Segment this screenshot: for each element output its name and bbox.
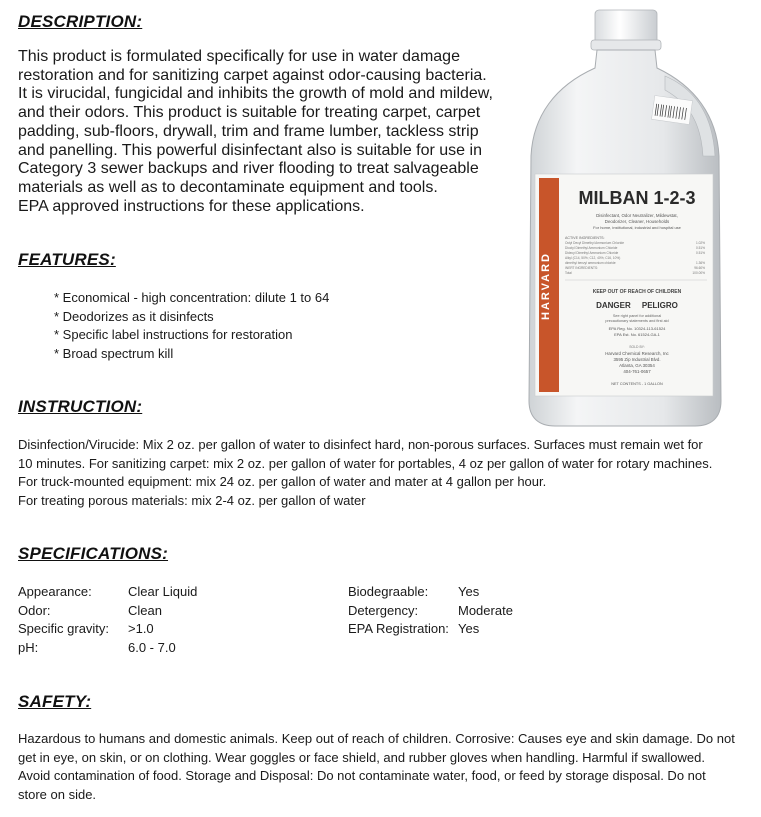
feature-item: * Broad spectrum kill: [54, 345, 174, 361]
specifications-left-column: [18, 583, 318, 657]
safety-line: store on side.: [18, 786, 97, 802]
spec-value: Moderate: [458, 602, 513, 618]
barcode-sticker: [652, 95, 693, 124]
ingredient-pct: 1.02%: [695, 241, 705, 245]
label-see-panel-line: precautionary statements and first aid: [605, 319, 669, 323]
instruction-line: For treating porous materials: mix 2-4 oz. per gallon of water: [18, 492, 366, 508]
features-heading: FEATURES:: [18, 250, 116, 269]
description-line: restoration and for sanitizing carpet against odor-causing bacteria.: [18, 66, 487, 84]
safety-line: Hazardous to humans and domestic animals. Keep out of reach of children. Corrosive: Causes eye and skin damage. Do not: [18, 731, 735, 746]
spec-row: [18, 583, 318, 602]
description-line: padding, sub-floors, drywall, trim and frame lumber, tackless strip: [18, 122, 479, 140]
spec-label: Specific gravity:: [18, 621, 110, 636]
instruction-text: [18, 436, 748, 510]
description-line: This product is formulated specifically for use in water damage: [18, 48, 460, 65]
specifications-right-column: [348, 583, 608, 639]
ingredient-name: Alkyl (C14, 50%; C12, 40%; C16, 10%): [565, 256, 621, 260]
safety-line: Avoid contamination of food. Storage and Disposal: Do not contaminate water, food, or feed by storage disposal. Do not: [18, 768, 706, 783]
safety-line: get in eye, on skin, or on clothing. Wear goggles or face shield, and rubber gloves when handling. Harmful if swallowed.: [18, 749, 705, 765]
ingredient-name: dimethyl benzyl ammonium chloride: [565, 261, 616, 265]
safety-text: [18, 730, 750, 804]
instruction-line: Disinfection/Virucide: Mix 2 oz. per gallon of water to disinfect hard, non-porous surfaces. Surfaces must remain wet for: [18, 437, 703, 452]
instruction-line: For truck-mounted equipment: mix 24 oz. per gallon of water and mater at 4 gallon per hour.: [18, 474, 547, 489]
ingredient-pct: 96.60%: [694, 266, 705, 270]
instruction-heading: INSTRUCTION:: [18, 397, 143, 416]
label-epa-est: EPA Est. No. 61524-GA-1: [614, 332, 660, 337]
spec-row: [348, 602, 608, 621]
spec-value: Clear Liquid: [128, 584, 198, 599]
description-line: and panelling. This powerful disinfectant also is suitable for use in: [18, 141, 482, 159]
label-subtitle-line: Disinfectant, Odor Neutralizer, Mildewstat,: [596, 213, 678, 218]
label-company-line: Harvard Chemical Research, Inc: [605, 351, 669, 356]
spec-label: Biodegraable:: [348, 584, 429, 599]
product-label: [535, 174, 713, 396]
ingredient-name: INERT INGREDIENTS:: [565, 266, 599, 270]
spec-value: Yes: [458, 584, 480, 599]
feature-item: * Deodorizes as it disinfects: [54, 308, 214, 324]
spec-row: [18, 620, 318, 639]
label-epa-reg: EPA Reg. No. 10324-113-61524: [608, 326, 666, 331]
spec-row: [348, 620, 608, 639]
jug-cap: [591, 10, 661, 50]
spec-value: 6.0 - 7.0: [128, 639, 176, 655]
spec-row: [18, 602, 318, 621]
label-brand: HARVARD: [540, 252, 552, 320]
ingredient-name: Dioctyl Dimethyl Ammonium Chloride: [565, 246, 618, 250]
label-sold-by: SOLD BY:: [629, 345, 645, 349]
description-line: It is virucidal, fungicidal and inhibits the growth of mold and mildew,: [18, 85, 493, 103]
label-danger: DANGER PELIGRO: [596, 301, 678, 310]
ingredient-pct: 100.00%: [692, 271, 705, 275]
feature-item: * Economical - high concentration: dilute 1 to 64: [54, 290, 330, 305]
specifications-heading: SPECIFICATIONS:: [18, 544, 169, 563]
product-jug-image: [525, 6, 725, 431]
label-see-panel-line: See right panel for additional: [612, 314, 662, 318]
features-list: [54, 289, 329, 363]
label-company-line: Atlanta, GA 30354: [619, 363, 655, 368]
spec-row: [18, 639, 318, 658]
label-net-contents: NET CONTENTS - 1 GALLON: [611, 382, 663, 386]
spec-label: Odor:: [18, 602, 51, 618]
description-paragraph: [18, 48, 538, 216]
spec-label: EPA Registration:: [348, 621, 449, 636]
description-line: materials as well as to decontaminate equipment and tools.: [18, 178, 438, 196]
ingredient-name: Total: [565, 271, 572, 275]
ingredient-name: Octyl Decyl Dimethyl Ammonium Chloride: [565, 241, 624, 245]
label-company-line: 404-761-0657: [623, 369, 651, 374]
ingredient-name: Didecyl Dimethyl Ammonium Chloride: [565, 251, 619, 255]
ingredient-pct: 0.51%: [695, 251, 705, 255]
description-line: and their odors. This product is suitable for treating carpet, carpet: [18, 104, 481, 122]
label-keep-out: KEEP OUT OF REACH OF CHILDREN: [592, 289, 682, 295]
safety-heading: SAFETY:: [18, 692, 92, 711]
label-product-name: MILBAN 1-2-3: [578, 188, 696, 208]
spec-value: Clean: [128, 602, 162, 618]
label-ingredients-title: ACTIVE INGREDIENTS:: [565, 236, 605, 240]
feature-item: * Specific label instructions for restoration: [54, 327, 293, 342]
spec-row: [348, 583, 608, 602]
label-subtitle-line: Deodorizer, Cleaner, Households: [604, 219, 670, 224]
ingredient-pct: 1.36%: [695, 261, 705, 265]
label-company-line: 3595 Zip Industrial Blvd.: [613, 357, 661, 362]
spec-label: Detergency:: [348, 602, 419, 618]
spec-label: pH:: [18, 639, 39, 655]
spec-value: Yes: [458, 621, 480, 636]
description-line: Category 3 sewer backups and river flooding to treat salvageable: [18, 160, 479, 178]
instruction-line: 10 minutes. For sanitizing carpet: mix 2 oz. per gallon of water for portables, 4 oz per gallon of water for rotary machines.: [18, 455, 713, 471]
label-subtitle-line: For home, institutional, industrial and hospital use: [593, 225, 681, 230]
ingredient-pct: 0.51%: [695, 246, 705, 250]
description-heading: DESCRIPTION:: [18, 12, 143, 31]
spec-value: >1.0: [128, 621, 154, 636]
spec-label: Appearance:: [18, 584, 92, 599]
description-line: EPA approved instructions for these applications.: [18, 197, 365, 215]
